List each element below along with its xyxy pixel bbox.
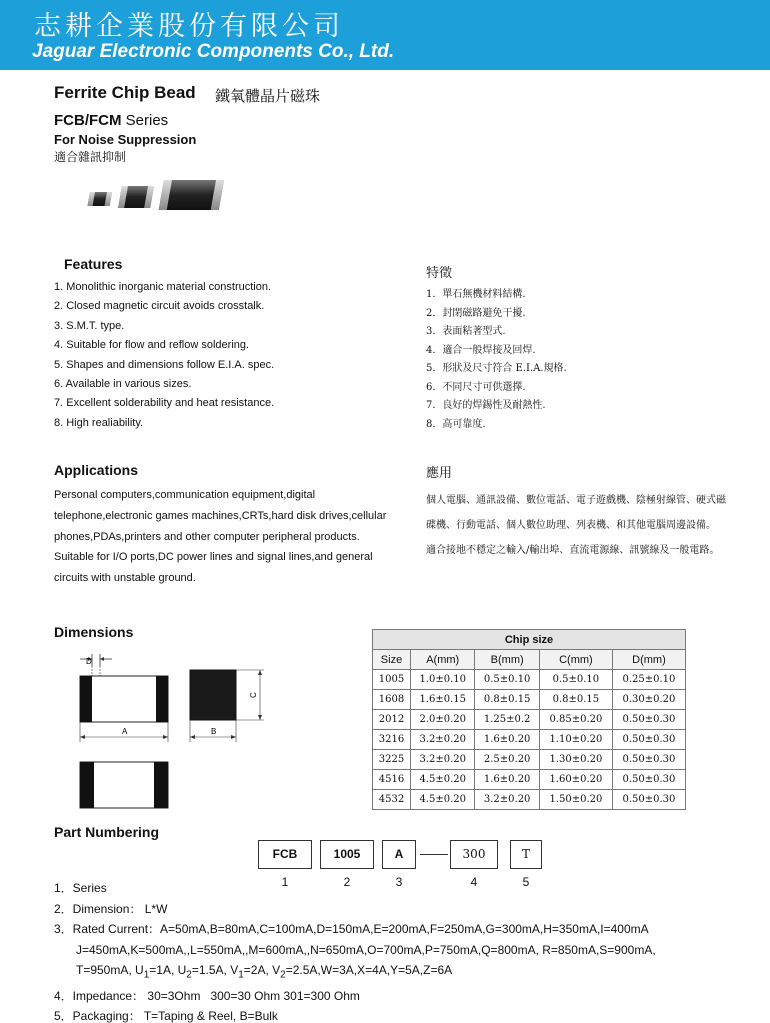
cell: 4532 [373, 790, 411, 810]
applications-heading: Applications [54, 462, 139, 478]
part-numbering-heading: Part Numbering [54, 824, 160, 840]
part-code-index: 4 [470, 875, 478, 889]
cell: 1.60±0.20 [539, 770, 612, 790]
cell: 0.5±0.10 [539, 670, 612, 690]
features-heading-cn: 特徵 [426, 266, 453, 281]
col-header-a: A(mm) [411, 650, 475, 670]
feature-item: 8. High realiability. [54, 416, 144, 429]
applications-paragraph-cn: 個人電腦、通訊設備、數位電話、電子遊戲機、陰極射線管、硬式磁碟機、行動電話、個人數位助理、列表機、和其他電腦周邊設備。 [426, 495, 726, 531]
product-title: Ferrite Chip Bead [54, 83, 196, 102]
applications-heading-cn: 應用 [426, 466, 453, 481]
cell: 0.30±0.20 [612, 690, 685, 710]
note-label: 5．Packaging： [54, 1009, 141, 1023]
part-code-series-box: FCB [258, 840, 312, 869]
chip-size-caption: Chip size [373, 630, 686, 650]
feature-item-cn: 4．適合一般焊接及回焊. [426, 344, 536, 356]
note-impedance [54, 986, 754, 1007]
cell: 3225 [373, 750, 411, 770]
note-rated-current [54, 919, 754, 940]
product-subtitle-cn: 適合雜訊抑制 [54, 150, 127, 164]
cell: 3.2±0.20 [411, 750, 475, 770]
applications-paragraph-cn: 適合接地不穩定之輸入/輸出埠、直流電源線、訊號線及一般電路。 [426, 545, 720, 556]
col-header-b: B(mm) [475, 650, 539, 670]
note-rated-current-cont [54, 940, 754, 961]
cell: 1005 [373, 670, 411, 690]
note-label: 1．Series [54, 881, 107, 895]
feature-item-cn: 3．表面粘著型式. [426, 326, 506, 337]
feature-item-cn: 2．封閉磁路避免干擾. [426, 307, 526, 319]
table-row [373, 730, 686, 750]
product-subtitle: For Noise Suppression [54, 132, 197, 147]
cell: 0.50±0.30 [612, 730, 685, 750]
dim-label-d: D [86, 657, 92, 666]
note-value: J=450mA,K=500mA,,L=550mA,,M=600mA,,N=650mA,O=700mA,P=750mA,Q=800mA, R=850mA,S=900mA, [76, 942, 656, 957]
subscript: 2 [186, 969, 192, 981]
dim-label-b: B [211, 727, 217, 736]
cell: 0.25±0.10 [612, 670, 685, 690]
table-row [373, 710, 686, 730]
product-title-cn: 鐵氧體晶片磁珠 [215, 87, 321, 105]
features-list-cn [426, 286, 567, 434]
part-code-dash [420, 854, 448, 855]
note-value: =2.5A,W=3A,X=4A,Y=5A,Z=6A [285, 963, 453, 977]
cell: 1.6±0.15 [411, 690, 475, 710]
series-suffix: Series [121, 112, 169, 129]
note-value: A=50mA,B=80mA,C=100mA,D=150mA,E=200mA,F=250mA,G=300mA,H=350mA,I=400mA [160, 922, 649, 936]
part-code-dimension-box: 1005 [320, 840, 374, 869]
feature-item: 5. Shapes and dimensions follow E.I.A. spec. [54, 358, 275, 371]
cell: 3.2±0.20 [411, 730, 475, 750]
cell: 1608 [373, 690, 411, 710]
note-series [54, 878, 754, 899]
feature-item-cn: 8．高可靠度. [426, 418, 486, 430]
cell: 2.5±0.20 [475, 750, 539, 770]
applications-paragraph: Suitable for I/O ports,DC power lines and signal lines,and general circuits with unstable ground. [54, 551, 373, 585]
cell: 0.8±0.15 [475, 690, 539, 710]
part-code-index: 2 [343, 875, 351, 889]
note-rated-current-cont [54, 960, 754, 986]
cell: 4516 [373, 770, 411, 790]
subscript: 2 [280, 969, 286, 981]
dimension-diagram [60, 650, 350, 820]
feature-item-cn: 6．不同尺寸可供選擇. [426, 381, 526, 393]
feature-item-cn: 1．單石無機材料結構. [426, 289, 526, 300]
feature-item: 6. Available in various sizes. [54, 378, 192, 391]
company-name-en: Jaguar Electronic Components Co., Ltd. [32, 41, 395, 62]
part-code-current-box: A [382, 840, 416, 869]
feature-item-cn: 7．良好的焊錫性及耐熱性. [426, 400, 546, 411]
feature-item: 7. Excellent solderability and heat resistance. [54, 397, 275, 410]
part-numbering-notes [54, 878, 754, 1023]
cell: 0.5±0.10 [475, 670, 539, 690]
note-label: 4．Impedance： [54, 988, 145, 1003]
part-code-index: 3 [395, 875, 403, 889]
cell: 0.50±0.30 [612, 750, 685, 770]
col-header-c: C(mm) [539, 650, 612, 670]
note-value: =1A, U [149, 963, 187, 977]
cell: 1.50±0.20 [539, 790, 612, 810]
subscript: 1 [238, 969, 244, 981]
chip-size-table [372, 629, 686, 810]
note-value: T=Taping & Reel, B=Bulk [143, 1009, 278, 1023]
product-series [54, 112, 168, 129]
applications-text [54, 485, 394, 589]
feature-item: 4. Suitable for flow and reflow soldering. [54, 339, 250, 352]
feature-item: 1. Monolithic inorganic material construction. [54, 281, 272, 293]
cell: 1.30±0.20 [539, 750, 612, 770]
series-code: FCB/FCM [54, 112, 122, 129]
part-code-index: 1 [281, 875, 289, 889]
note-label: 2．Dimension： [54, 901, 142, 916]
note-value: L*W [144, 901, 168, 916]
cell: 1.0±0.10 [411, 670, 475, 690]
cell: 0.8±0.15 [539, 690, 612, 710]
table-row [373, 790, 686, 810]
part-code-impedance-box: 300 [450, 840, 498, 869]
dim-label-a: A [122, 727, 128, 736]
col-header-d: D(mm) [612, 650, 685, 670]
subscript: 1 [143, 969, 150, 981]
table-row [373, 670, 686, 690]
features-heading: Features [64, 256, 123, 272]
cell: 1.6±0.20 [475, 770, 539, 790]
cell: 4.5±0.20 [411, 790, 475, 810]
table-row [373, 690, 686, 710]
cell: 4.5±0.20 [411, 770, 475, 790]
note-value: =1.5A, V [191, 963, 239, 977]
note-value: =2A, V [243, 963, 281, 977]
note-value: 30=3Ohm 300=30 Ohm 301=300 Ohm [147, 988, 360, 1003]
cell: 3216 [373, 730, 411, 750]
features-list [54, 278, 274, 433]
cell: 0.50±0.30 [612, 770, 685, 790]
cell: 2.0±0.20 [411, 710, 475, 730]
cell: 1.6±0.20 [475, 730, 539, 750]
applications-paragraph: Personal computers,communication equipment,digital telephone,electronic games machines,CRTs,hard disk drives,cellular phones,PDAs,printers and other computer peripheral products. [54, 489, 387, 543]
applications-text-cn [426, 488, 726, 563]
cell: 0.85±0.20 [539, 710, 612, 730]
feature-item: 2. Closed magnetic circuit avoids crosstalk. [54, 300, 265, 313]
note-packaging [54, 1006, 754, 1023]
feature-item: 3. S.M.T. type. [54, 319, 125, 332]
table-row [373, 770, 686, 790]
dim-label-c: C [249, 692, 258, 698]
cell: 0.50±0.30 [612, 710, 685, 730]
cell: 1.25±0.2 [475, 710, 539, 730]
part-code-packaging-box: T [510, 840, 542, 869]
part-code-index: 5 [522, 875, 530, 889]
note-dimension [54, 899, 754, 920]
chip-bead-photo [86, 178, 236, 224]
company-name-cn: 志耕企業股份有限公司 [34, 11, 344, 42]
cell: 0.50±0.30 [612, 790, 685, 810]
note-value: T=950mA, U [76, 963, 144, 977]
company-header [0, 0, 770, 70]
col-header-size: Size [373, 650, 411, 670]
note-label: 3．Rated Current： [54, 922, 161, 936]
cell: 2012 [373, 710, 411, 730]
table-row [373, 750, 686, 770]
dimensions-heading: Dimensions [54, 624, 134, 640]
cell: 1.10±0.20 [539, 730, 612, 750]
cell: 3.2±0.20 [475, 790, 539, 810]
feature-item-cn: 5．形狀及尺寸符合 E.I.A.規格. [426, 363, 567, 374]
